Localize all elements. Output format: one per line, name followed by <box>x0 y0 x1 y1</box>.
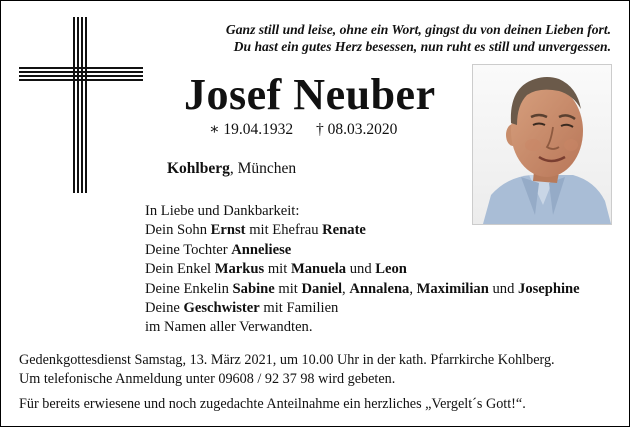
text: , <box>409 280 417 297</box>
residence-separator: , <box>229 160 238 177</box>
family-granddaughter <box>145 280 615 299</box>
text: Deine <box>145 300 184 317</box>
text: Dein Sohn <box>145 222 211 239</box>
service-info <box>19 351 619 414</box>
death-date-value: 08.03.2020 <box>327 121 398 138</box>
relative-name: Markus <box>214 261 265 278</box>
portrait-photo <box>472 64 612 225</box>
birth-date <box>209 120 293 140</box>
relative-name: Manuela <box>290 261 347 278</box>
family-closing: im Namen aller Verwandten. <box>145 319 313 336</box>
relative-name: Anneliese <box>231 241 292 258</box>
relative-name: Renate <box>322 222 366 239</box>
text: mit Familien <box>259 300 339 317</box>
text: , <box>342 280 350 297</box>
service-line: Gedenkgottesdienst Samstag, 13. März 2021, um 10.00 Uhr in der kath. Pfarrkirche Kohlberg. <box>19 352 555 368</box>
relative-name: Ernst <box>210 222 246 239</box>
birth-star-icon: ∗ <box>209 121 220 138</box>
residence-town: Kohlberg <box>167 160 230 177</box>
death-cross-icon: † <box>316 121 324 138</box>
relative-name: Sabine <box>232 280 275 297</box>
text: und <box>346 261 376 278</box>
family-grandson <box>145 260 615 279</box>
text: mit <box>264 261 291 278</box>
text: Dein Enkel <box>145 261 215 278</box>
spacer <box>19 388 619 395</box>
text: und <box>488 280 519 297</box>
verse-line: Du hast ein gutes Herz besessen, nun ruht es still und unvergessen. <box>233 39 611 54</box>
relative-name: Josephine <box>518 280 580 297</box>
relative-name: Daniel <box>301 280 343 297</box>
relative-name: Annalena <box>349 280 410 297</box>
family-intro: In Liebe und Dankbarkeit: <box>145 203 300 219</box>
relative-name: Geschwister <box>183 300 260 317</box>
portrait-image <box>473 65 611 224</box>
verse-line: Ganz still und leise, ohne ein Wort, gingst du von deinen Lieben fort. <box>225 22 611 37</box>
registration-line: Um telefonische Anmeldung unter 09608 / 92 37 98 wird gebeten. <box>19 370 396 387</box>
residence <box>167 159 296 179</box>
family-son <box>145 221 615 240</box>
residence-city: München <box>237 160 297 177</box>
text: Deine Enkelin <box>145 280 233 297</box>
death-date <box>316 120 397 140</box>
deceased-name: Josef Neuber <box>184 70 436 119</box>
memorial-verse <box>151 21 611 55</box>
birth-date-value: 19.04.1932 <box>223 121 294 138</box>
text: mit Ehefrau <box>245 222 323 239</box>
family-daughter <box>145 241 615 260</box>
thanks-line: Für bereits erwiesene und noch zugedachte Anteilnahme ein herzliches „Vergelt´s Gott!“. <box>19 396 526 412</box>
relative-name: Leon <box>375 261 407 278</box>
relative-name: Maximilian <box>416 280 489 297</box>
family-list <box>145 202 615 338</box>
cross-icon <box>19 17 143 195</box>
text: mit <box>274 280 302 297</box>
family-siblings <box>145 299 615 318</box>
text: Deine Tochter <box>145 241 232 258</box>
